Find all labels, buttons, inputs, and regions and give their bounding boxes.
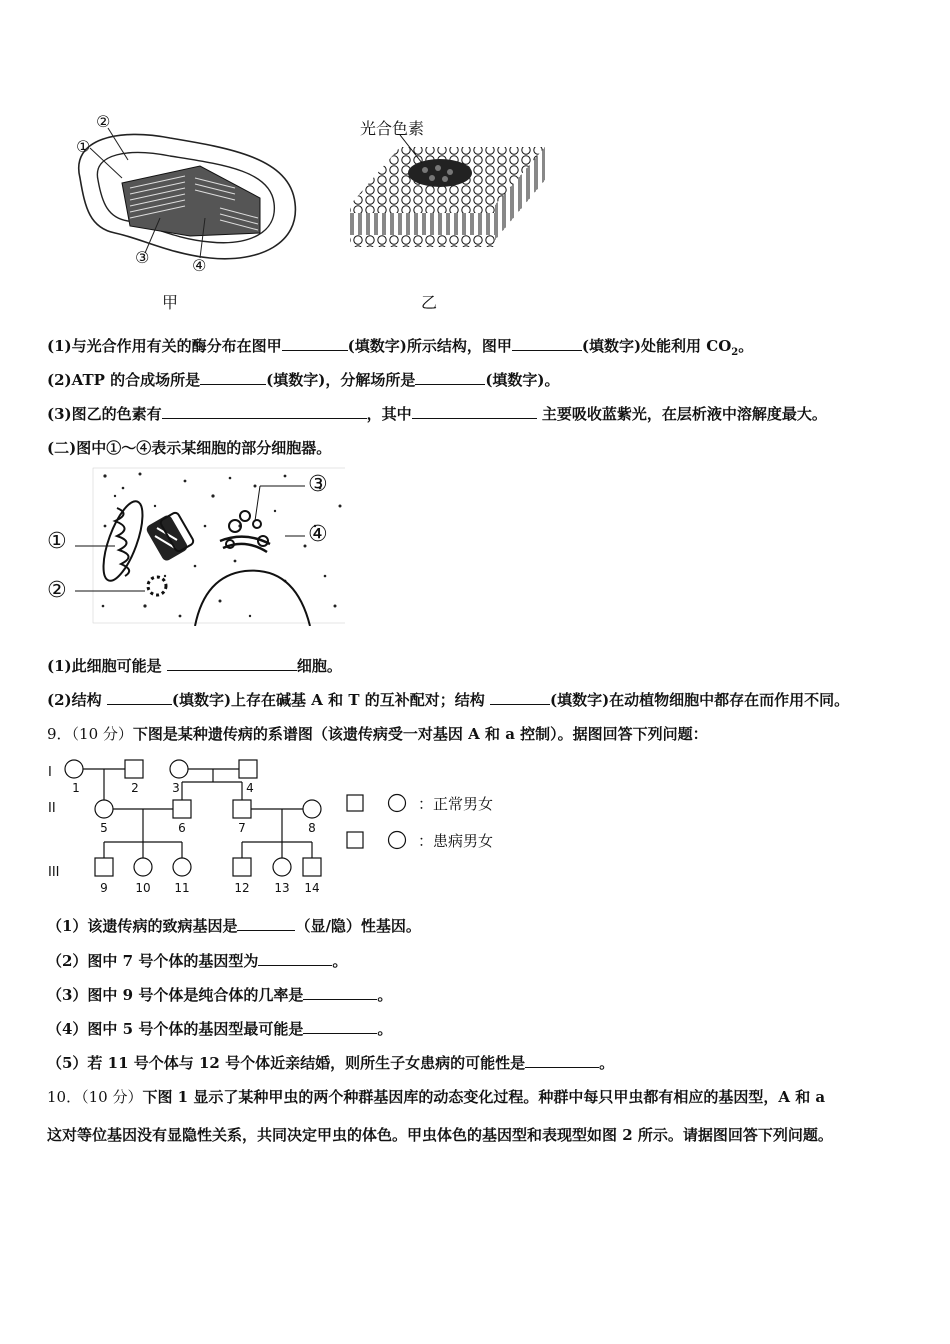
cell-organelles-figure (45, 466, 345, 626)
q9-sub3: （3）图中 9 号个体是纯合体的几率是 。 (47, 986, 393, 1004)
pedigree-chart (40, 752, 560, 900)
q9-sub5: （5）若 11 号个体与 12 号个体近亲结婚，则所生子女患病的可能性是 。 (47, 1054, 615, 1072)
ind-4: 4 (246, 781, 254, 795)
blank[interactable] (412, 404, 537, 419)
blank[interactable] (237, 916, 295, 931)
gen-label-III: III (48, 865, 60, 880)
blank[interactable] (107, 690, 172, 705)
part1-q2: (2)ATP 的合成场所是 (填数字)，分解场所是 (填数字)。 (47, 371, 560, 389)
cell-label-3: ③ (308, 472, 328, 497)
blank[interactable] (303, 1019, 377, 1034)
cell-label-2: ② (47, 578, 67, 603)
ind-9: 9 (100, 881, 108, 895)
ind-3: 3 (172, 781, 180, 795)
jia-label-1: ① (76, 137, 91, 156)
gen-label-II: II (48, 801, 56, 816)
blank[interactable] (303, 985, 377, 1000)
gen-label-I: I (48, 765, 52, 780)
cell-label-4: ④ (308, 522, 328, 547)
part2-q1: (1)此细胞可能是 细胞。 (47, 657, 342, 675)
pigment-label: 光合色素 (360, 119, 425, 138)
blank[interactable] (512, 336, 582, 351)
part1-q1: (1)与光合作用有关的酶分布在图甲 (填数字)所示结构，图甲 (填数字)处能利用 $CO_2$。 (47, 337, 754, 358)
blank[interactable] (162, 404, 367, 419)
part2-heading: (二)图中①～④表示某细胞的部分细胞器。 (47, 439, 332, 457)
jia-caption: 甲 (162, 293, 179, 312)
legend-normal: ：正常男女 (418, 795, 494, 813)
q10-line2: 这对等位基因没有显隐性关系，共同决定甲虫的体色。甲虫体色的基因型和表现型如图 2 所示。请据图回答下列问题。 (47, 1126, 833, 1144)
ind-14: 14 (304, 881, 320, 895)
thylakoid-membrane-figure (340, 135, 560, 260)
ind-13: 13 (274, 881, 290, 895)
legend-affected: ：患病男女 (418, 832, 494, 850)
ind-12: 12 (234, 881, 250, 895)
blank[interactable] (415, 370, 485, 385)
ind-8: 8 (308, 821, 316, 835)
q9-stem: 9．（10 分）下图是某种遗传病的系谱图（该遗传病受一对基因 A 和 a 控制）。据图回答下列问题： (47, 725, 708, 743)
ind-11: 11 (174, 881, 190, 895)
ind-10: 10 (135, 881, 151, 895)
ind-6: 6 (178, 821, 186, 835)
part1-q3: (3)图乙的色素有 ，其中 主要吸收蓝紫光，在层析液中溶解度最大。 (47, 405, 827, 423)
part2-q2: (2)结构 (填数字)上存在碱基 A 和 T 的互补配对；结构 (填数字)在动植物细胞中都存在而作用不同。 (47, 691, 850, 709)
cell-label-1: ① (47, 529, 67, 554)
ind-5: 5 (100, 821, 108, 835)
chloroplast-figure (60, 108, 310, 278)
blank[interactable] (258, 951, 332, 966)
blank[interactable] (490, 690, 550, 705)
ind-1: 1 (72, 781, 80, 795)
ind-2: 2 (131, 781, 139, 795)
blank[interactable] (167, 656, 297, 671)
blank[interactable] (200, 370, 266, 385)
jia-label-4: ④ (192, 256, 207, 275)
jia-label-3: ③ (135, 248, 150, 267)
q9-sub2: （2）图中 7 号个体的基因型为 。 (47, 952, 348, 970)
blank[interactable] (282, 336, 348, 351)
q9-sub4: （4）图中 5 号个体的基因型最可能是 。 (47, 1020, 393, 1038)
blank[interactable] (525, 1053, 599, 1068)
yi-caption: 乙 (421, 293, 438, 312)
jia-label-2: ② (96, 112, 111, 131)
ind-7: 7 (238, 821, 246, 835)
q9-sub1: （1）该遗传病的致病基因是 （显/隐）性基因。 (47, 917, 421, 935)
q10-line1: 10．（10 分）下图 1 显示了某种甲虫的两个种群基因库的动态变化过程。种群中每只甲虫都有相应的基因型，A 和 a (47, 1088, 826, 1106)
